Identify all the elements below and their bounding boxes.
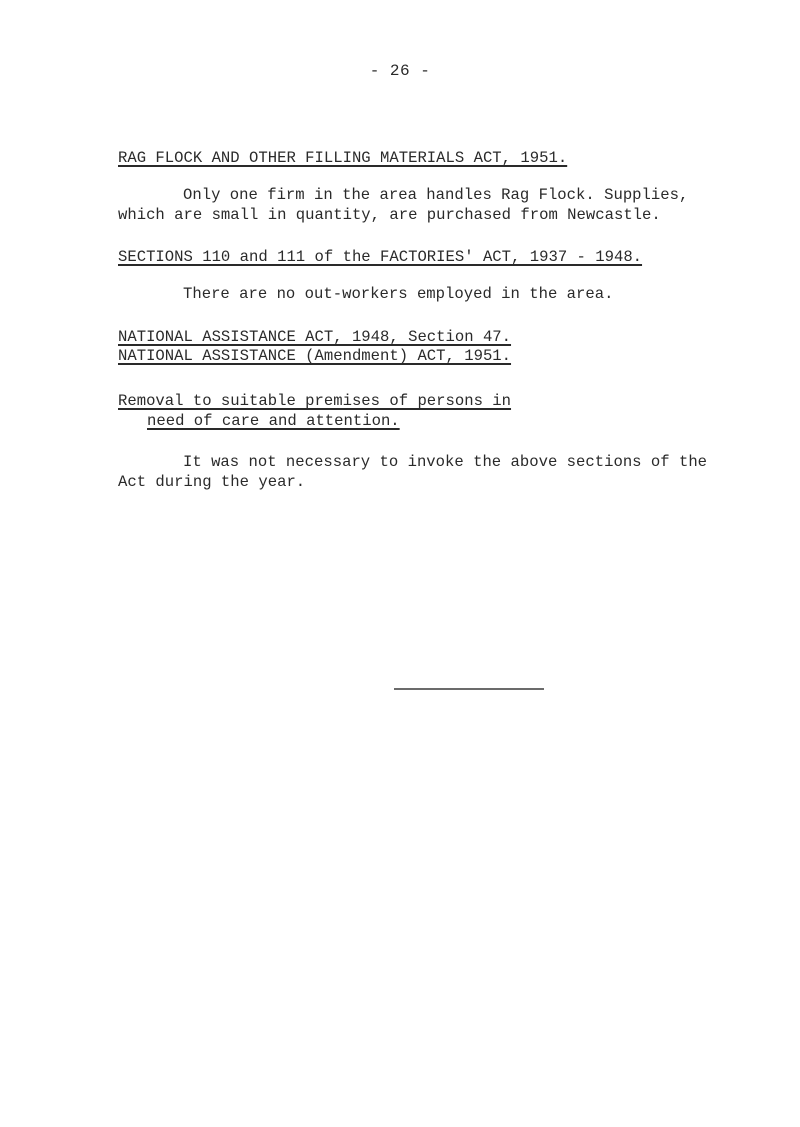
removal-heading-line-2: need of care and attention. <box>147 412 400 430</box>
removal-heading-line-1: Removal to suitable premises of persons in <box>118 392 512 410</box>
removal-paragraph-line-1: It was not necessary to invoke the above sections of the <box>183 453 708 471</box>
page-number: - 26 - <box>369 62 431 80</box>
national-assistance-heading-2: NATIONAL ASSISTANCE (Amendment) ACT, 1951. <box>118 347 512 365</box>
factories-act-heading: SECTIONS 110 and 111 of the FACTORIES' ACT, 1937 - 1948. <box>118 248 643 266</box>
factories-act-paragraph: There are no out-workers employed in the area. <box>183 285 614 303</box>
rag-flock-paragraph-line-1: Only one firm in the area handles Rag Flock. Supplies, <box>183 186 689 204</box>
rag-flock-paragraph-line-2: which are small in quantity, are purchased from Newcastle. <box>118 206 661 224</box>
removal-paragraph-line-2: Act during the year. <box>118 473 306 491</box>
rag-flock-heading: RAG FLOCK AND OTHER FILLING MATERIALS ACT, 1951. <box>118 149 568 167</box>
scan-mark <box>394 688 544 690</box>
national-assistance-heading-1: NATIONAL ASSISTANCE ACT, 1948, Section 47. <box>118 328 512 346</box>
